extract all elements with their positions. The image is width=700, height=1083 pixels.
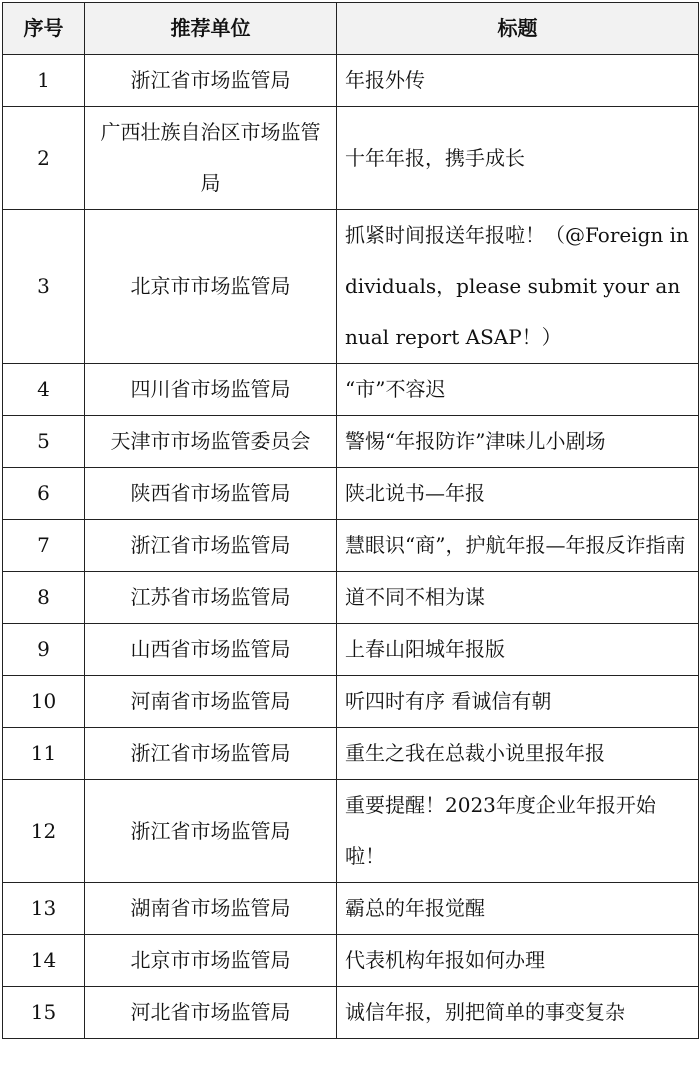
header-title: 标题 — [337, 3, 699, 55]
table-row — [3, 935, 699, 987]
row-title: 诚信年报，别把简单的事变复杂 — [337, 987, 699, 1039]
row-unit: 河南省市场监管局 — [85, 676, 337, 728]
row-number: 7 — [3, 520, 85, 572]
row-title: 霸总的年报觉醒 — [337, 883, 699, 935]
row-unit: 浙江省市场监管局 — [85, 728, 337, 780]
table-row — [3, 364, 699, 416]
row-unit: 天津市市场监管委员会 — [85, 416, 337, 468]
row-unit: 江苏省市场监管局 — [85, 572, 337, 624]
recommendation-table — [2, 2, 699, 1039]
table-row — [3, 468, 699, 520]
row-unit: 湖南省市场监管局 — [85, 883, 337, 935]
row-title: “市”不容迟 — [337, 364, 699, 416]
row-number: 2 — [3, 107, 85, 210]
table-row — [3, 987, 699, 1039]
row-number: 4 — [3, 364, 85, 416]
row-unit: 北京市市场监管局 — [85, 210, 337, 364]
header-number: 序号 — [3, 3, 85, 55]
row-number: 8 — [3, 572, 85, 624]
row-title: 重要提醒！2023年度企业年报开始啦！ — [337, 780, 699, 883]
row-unit: 河北省市场监管局 — [85, 987, 337, 1039]
row-title: 陕北说书—年报 — [337, 468, 699, 520]
row-number: 3 — [3, 210, 85, 364]
table-row — [3, 107, 699, 210]
row-title: 重生之我在总裁小说里报年报 — [337, 728, 699, 780]
table-header-row — [3, 3, 699, 55]
table-row — [3, 572, 699, 624]
row-title: 道不同不相为谋 — [337, 572, 699, 624]
row-number: 11 — [3, 728, 85, 780]
row-unit: 浙江省市场监管局 — [85, 780, 337, 883]
table-row — [3, 520, 699, 572]
row-number: 9 — [3, 624, 85, 676]
row-title: 听四时有序 看诚信有朝 — [337, 676, 699, 728]
row-unit: 陕西省市场监管局 — [85, 468, 337, 520]
row-number: 10 — [3, 676, 85, 728]
row-unit: 浙江省市场监管局 — [85, 55, 337, 107]
row-number: 13 — [3, 883, 85, 935]
row-number: 14 — [3, 935, 85, 987]
row-title: 十年年报，携手成长 — [337, 107, 699, 210]
row-number: 5 — [3, 416, 85, 468]
row-unit: 四川省市场监管局 — [85, 364, 337, 416]
row-title: 抓紧时间报送年报啦！（@Foreign individuals，please submit your annual report ASAP！） — [337, 210, 699, 364]
table-row — [3, 210, 699, 364]
table-row — [3, 883, 699, 935]
table-row — [3, 416, 699, 468]
row-unit: 浙江省市场监管局 — [85, 520, 337, 572]
row-number: 6 — [3, 468, 85, 520]
row-unit: 山西省市场监管局 — [85, 624, 337, 676]
row-title: 年报外传 — [337, 55, 699, 107]
row-title: 警惕“年报防诈”津味儿小剧场 — [337, 416, 699, 468]
table-row — [3, 624, 699, 676]
table-row — [3, 676, 699, 728]
row-number: 1 — [3, 55, 85, 107]
table-row — [3, 55, 699, 107]
row-unit: 北京市市场监管局 — [85, 935, 337, 987]
table-row — [3, 728, 699, 780]
header-unit: 推荐单位 — [85, 3, 337, 55]
row-unit: 广西壮族自治区市场监管局 — [85, 107, 337, 210]
row-title: 上春山阳城年报版 — [337, 624, 699, 676]
table-row — [3, 780, 699, 883]
row-title: 代表机构年报如何办理 — [337, 935, 699, 987]
row-number: 12 — [3, 780, 85, 883]
row-title: 慧眼识“商”，护航年报—年报反诈指南 — [337, 520, 699, 572]
table-body — [3, 55, 699, 1039]
row-number: 15 — [3, 987, 85, 1039]
